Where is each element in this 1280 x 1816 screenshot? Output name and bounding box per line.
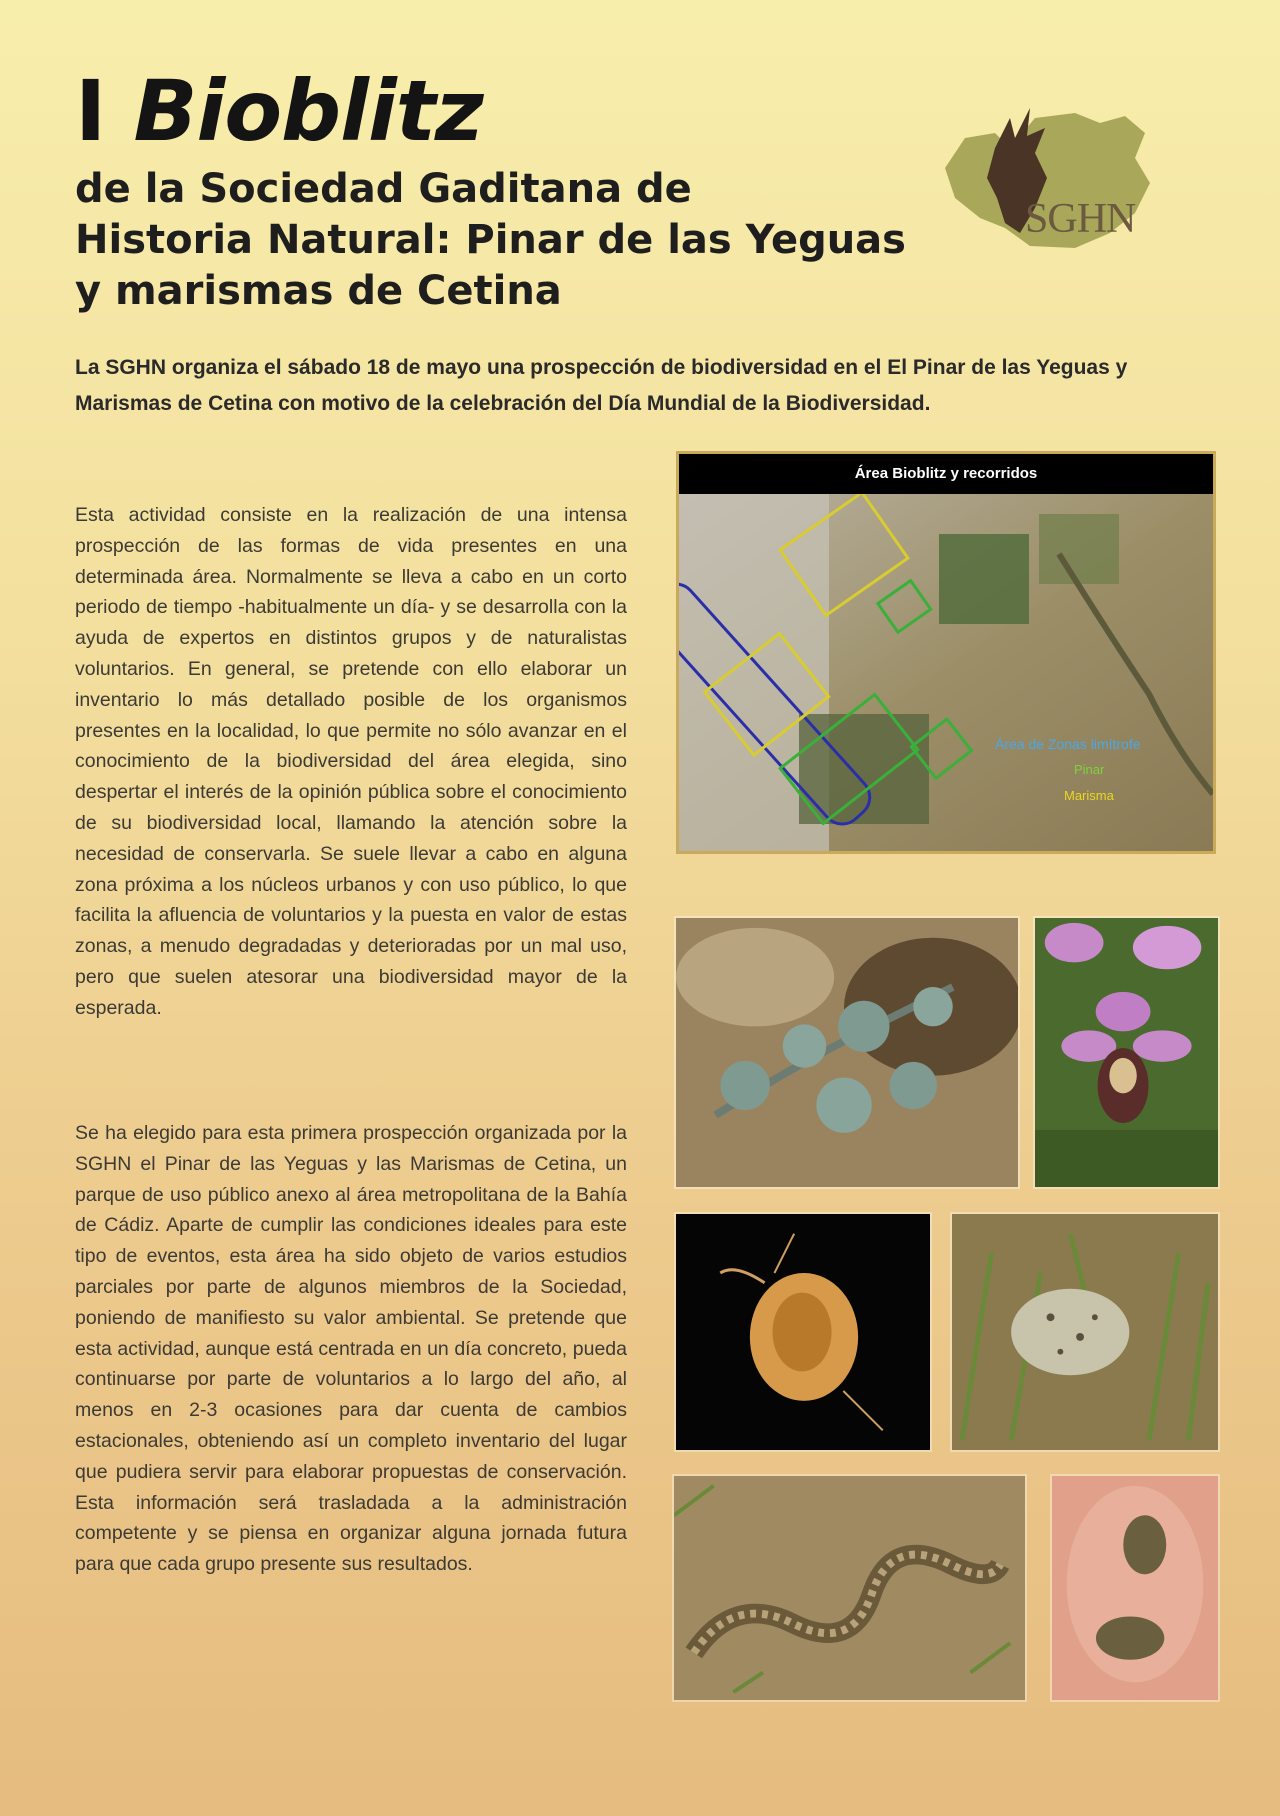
logo-text: SGHN [1025, 196, 1136, 242]
body-paragraph-1: Esta actividad consiste en la realización de una intensa prospección de las formas de vida presentes en una determinada área. Normalmente se lleva a cabo en un corto periodo de tiempo -habitualmente un día- y se desarrolla con la ayuda de expertos en distintos grupos y de naturalistas voluntarios. En general, se pretende con ello elaborar un inventario lo más detallado posible de los organismos presentes en la localidad, lo que permite no sólo avanzar en el conocimiento de la biodiversidad del área elegida, sino despertar el interés de la opinión pública sobre el conocimiento de su biodiversidad local, llamando la atención sobre la necesidad de conservarla. Se suele llevar a cabo en alguna zona próxima a los núcleos urbanos y con uso público, lo que facilita la afluencia de voluntarios y la puesta en valor de estas zonas, a menudo degradadas y deterioradas por un mal uso, pero que suelen atesorar una biodiversidad mayor de la esperada. [75, 504, 627, 1019]
water-flea-photo [674, 1212, 932, 1452]
area-map [676, 451, 1216, 854]
bird-egg-photo [950, 1212, 1220, 1452]
legend-zone: Área de Zonas limítrofe [995, 736, 1141, 752]
orchid-photo [1033, 916, 1220, 1189]
map-image [679, 494, 1213, 851]
toads-in-hand-photo [1050, 1474, 1220, 1702]
title-block [75, 62, 935, 317]
snake-photo [672, 1474, 1027, 1702]
title-roman: I [75, 62, 134, 160]
body-paragraph-2: Se ha elegido para esta primera prospección organizada por la SGHN el Pinar de las Yeguas y las Marismas de Cetina, un parque de uso público anexo al área metropolitana de la Bahía de Cádiz. Aparte de cumplir las condiciones ideales para este tipo de eventos, esta área ha sido objeto de varios estudios parciales por parte de algunos miembros de la Sociedad, poniendo de manifiesto su valor ambiental. Se pretende que esta actividad, aunque está centrada en un día concreto, pueda continuarse por parte de voluntarios a lo largo del año, al menos en 2-3 ocasiones para dar cuenta de cambios estacionales, obteniendo así un completo inventario del lugar que pudiera servir para elaborar propuestas de conservación. Esta información será trasladada a la administración competente y se piensa en organizar alguna jornada futura para que cada grupo presente sus resultados. [75, 1122, 627, 1576]
subtitle-line-1: de la Sociedad Gaditana de [75, 166, 692, 212]
subtitle [75, 164, 935, 317]
subtitle-line-3: y marismas de Cetina [75, 268, 562, 314]
intro-text: La SGHN organiza el sábado 18 de mayo una prospección de biodiversidad en el El Pinar de las Yeguas y Marismas de Cetina con motivo de la celebración del Día Mundial de la Biodiversidad. [75, 356, 1128, 415]
map-title: Área Bioblitz y recorridos [854, 465, 1038, 482]
legend-pinar: Pinar [1074, 762, 1105, 777]
legend-marisma: Marisma [1064, 788, 1114, 803]
plant-leaves-photo [674, 916, 1020, 1189]
subtitle-line-2: Historia Natural: Pinar de las Yeguas [75, 217, 906, 263]
main-title [75, 62, 935, 160]
title-italic: Bioblitz [133, 62, 483, 160]
